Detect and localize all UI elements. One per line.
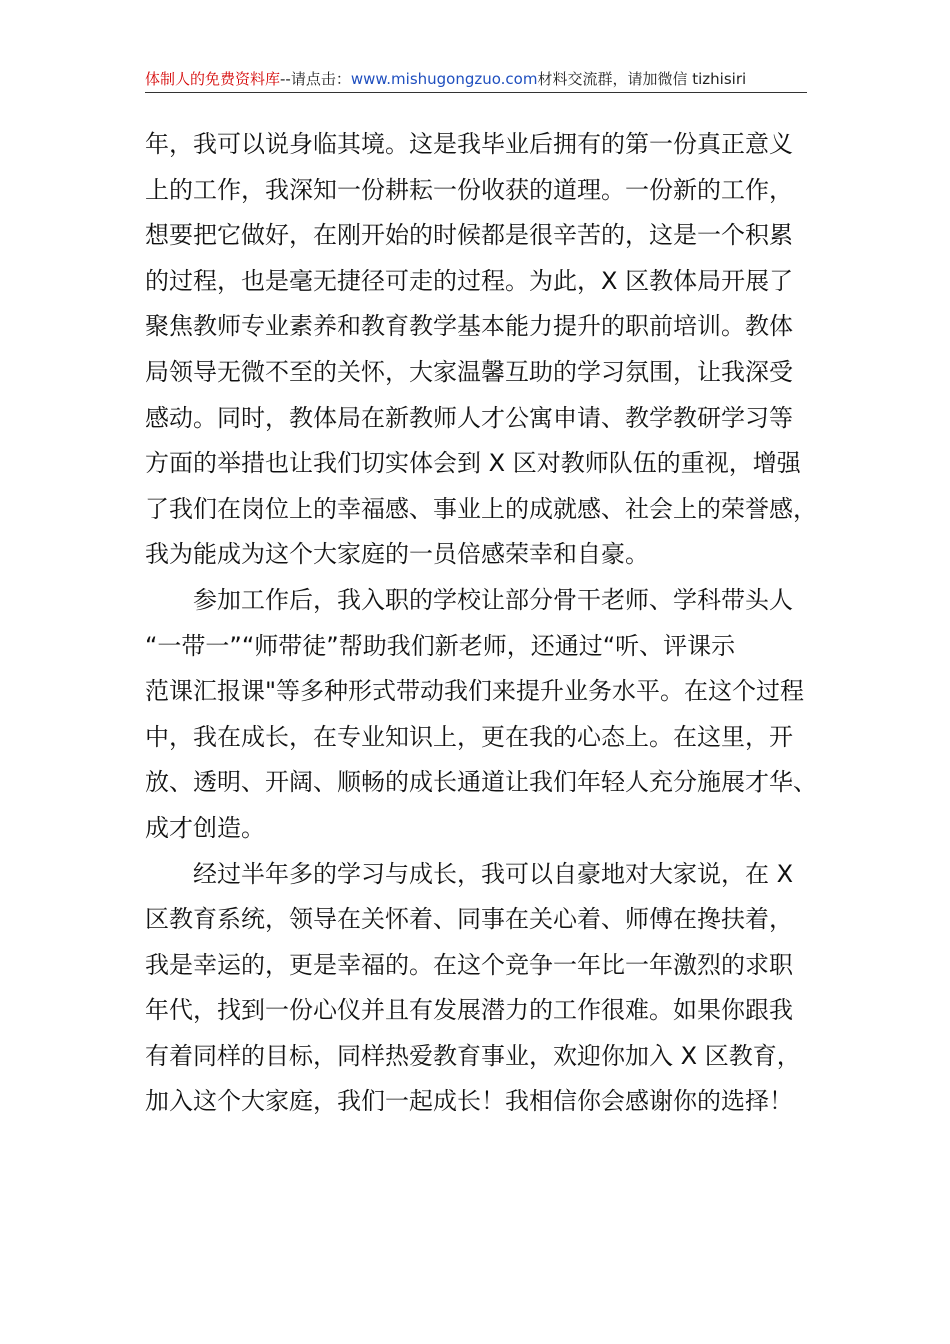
text-line: 上的工作，我深知一份耕耘一份收获的道理。一份新的工作， (145, 175, 793, 204)
text-line: 放、透明、开阔、顺畅的成长通道让我们年轻人充分施展才华、 (145, 768, 817, 797)
text-line: 了我们在岗位上的幸福感、事业上的成就感、社会上的荣誉感， (145, 494, 817, 523)
text-line: 感动。同时，教体局在新教师人才公寓申请、教学教研学习等 (145, 403, 793, 432)
header-prompt: --请点击： (280, 70, 351, 88)
page-header (145, 68, 807, 93)
text-line: 经过半年多的学习与成长，我可以自豪地对大家说，在 X (193, 859, 794, 888)
text-line: 年，我可以说身临其境。这是我毕业后拥有的第一份真正意义 (145, 130, 793, 158)
text-line: 成才创造。 (145, 813, 265, 842)
text-line: 加入这个大家庭，我们一起成长！我相信你会感谢你的选择！ (145, 1087, 793, 1116)
text-line: “一带一”“师带徒”帮助我们新老师，还通过“听、评课示 (145, 631, 736, 660)
paragraph-3 (145, 852, 817, 1126)
text-line: 参加工作后，我入职的学校让部分骨干老师、学科带头人 (193, 585, 793, 614)
text-line: 聚焦教师专业素养和教育教学基本能力提升的职前培训。教体 (145, 312, 793, 341)
paragraph-2 (145, 578, 817, 852)
document-body (145, 122, 817, 1125)
text-line: 我为能成为这个大家庭的一员倍感荣幸和自豪。 (145, 540, 649, 569)
text-line: 我是幸运的，更是幸福的。在这个竞争一年比一年激烈的求职 (145, 950, 793, 979)
text-line: 局领导无微不至的关怀，大家温馨互助的学习氛围，让我深受 (145, 357, 793, 386)
header-note: 材料交流群，请加微信 tizhisiri (537, 70, 747, 88)
header-brand: 体制人的免费资料库 (145, 70, 281, 88)
text-line: 区教育系统，领导在关怀着、同事在关心着、师傅在搀扶着， (145, 905, 793, 934)
text-line: 有着同样的目标，同样热爱教育事业，欢迎你加入 X 区教育， (145, 1041, 801, 1070)
text-line: 的过程，也是毫无捷径可走的过程。为此，X 区教体局开展了 (145, 266, 794, 295)
text-line: 中，我在成长，在专业知识上，更在我的心态上。在这里，开 (145, 722, 793, 751)
paragraph-1 (145, 122, 817, 578)
text-line: 范课汇报课"等多种形式带动我们来提升业务水平。在这个过程 (145, 677, 805, 706)
text-line: 年代，找到一份心仪并且有发展潜力的工作很难。如果你跟我 (145, 996, 793, 1025)
text-line: 方面的举措也让我们切实体会到 X 区对教师队伍的重视，增强 (145, 449, 801, 478)
header-link[interactable]: www.mishugongzuo.com (350, 70, 538, 88)
text-line: 想要把它做好，在刚开始的时候都是很辛苦的，这是一个积累 (145, 221, 793, 250)
